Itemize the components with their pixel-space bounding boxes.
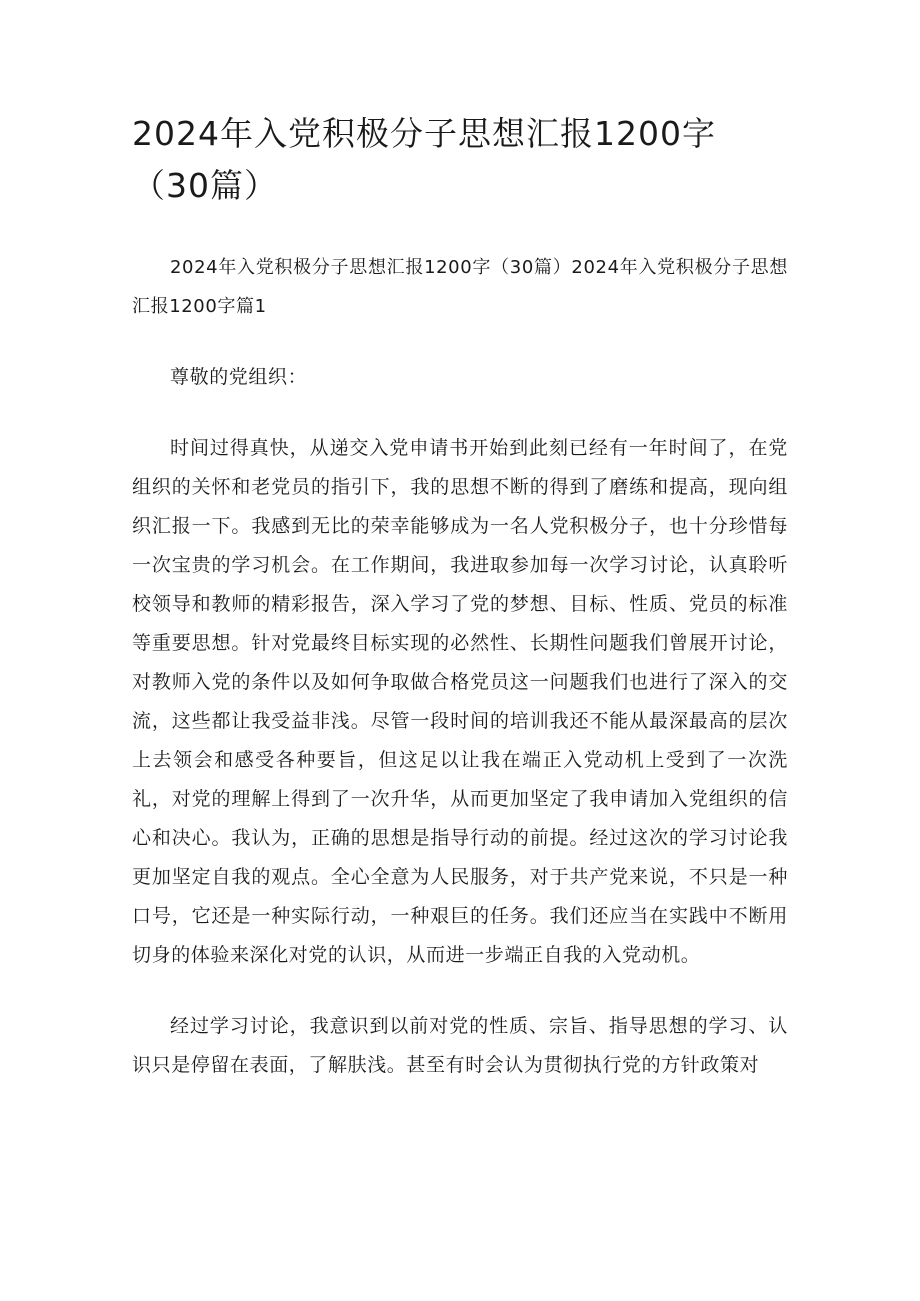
body-paragraph-1: 时间过得真快，从递交入党申请书开始到此刻已经有一年时间了，在党组织的关怀和老党员的指引下，我的思想不断的得到了磨练和提高，现向组织汇报一下。我感到无比的荣幸能够成为一名人党积极分子，也十分珍惜每一次宝贵的学习机会。在工作期间，我进取参加每一次学习讨论，认真聆听校领导和教师的精彩报告，深入学习了党的梦想、目标、性质、党员的标准等重要思想。针对党最终目标实现的必然性、长期性问题我们曾展开讨论，对教师入党的条件以及如何争取做合格党员这一问题我们也进行了深入的交流，这些都让我受益非浅。尽管一段时间的培训我还不能从最深最高的层次上去领会和感受各种要旨，但这足以让我在端正入党动机上受到了一次洗礼，对党的理解上得到了一次升华，从而更加坚定了我申请加入党组织的信心和决心。我认为，正确的思想是指导行动的前提。经过这次的学习讨论我更加坚定自我的观点。全心全意为人民服务，对于共产党来说，不只是一种口号，它还是一种实际行动，一种艰巨的任务。我们还应当在实践中不断用切身的体验来深化对党的认识，从而进一步端正自我的入党动机。	[132, 437, 788, 966]
body-paragraph-2: 经过学习讨论，我意识到以前对党的性质、宗旨、指导思想的学习、认识只是停留在表面，了解肤浅。甚至有时会认为贯彻执行党的方针政策对	[132, 1015, 788, 1076]
document-title: 2024年入党积极分子思想汇报1200字（30篇）	[132, 114, 716, 205]
salutation: 尊敬的党组织：	[170, 366, 308, 388]
document-subtitle: 2024年入党积极分子思想汇报1200字（30篇）2024年入党积极分子思想汇报1200字篇1	[132, 257, 788, 317]
